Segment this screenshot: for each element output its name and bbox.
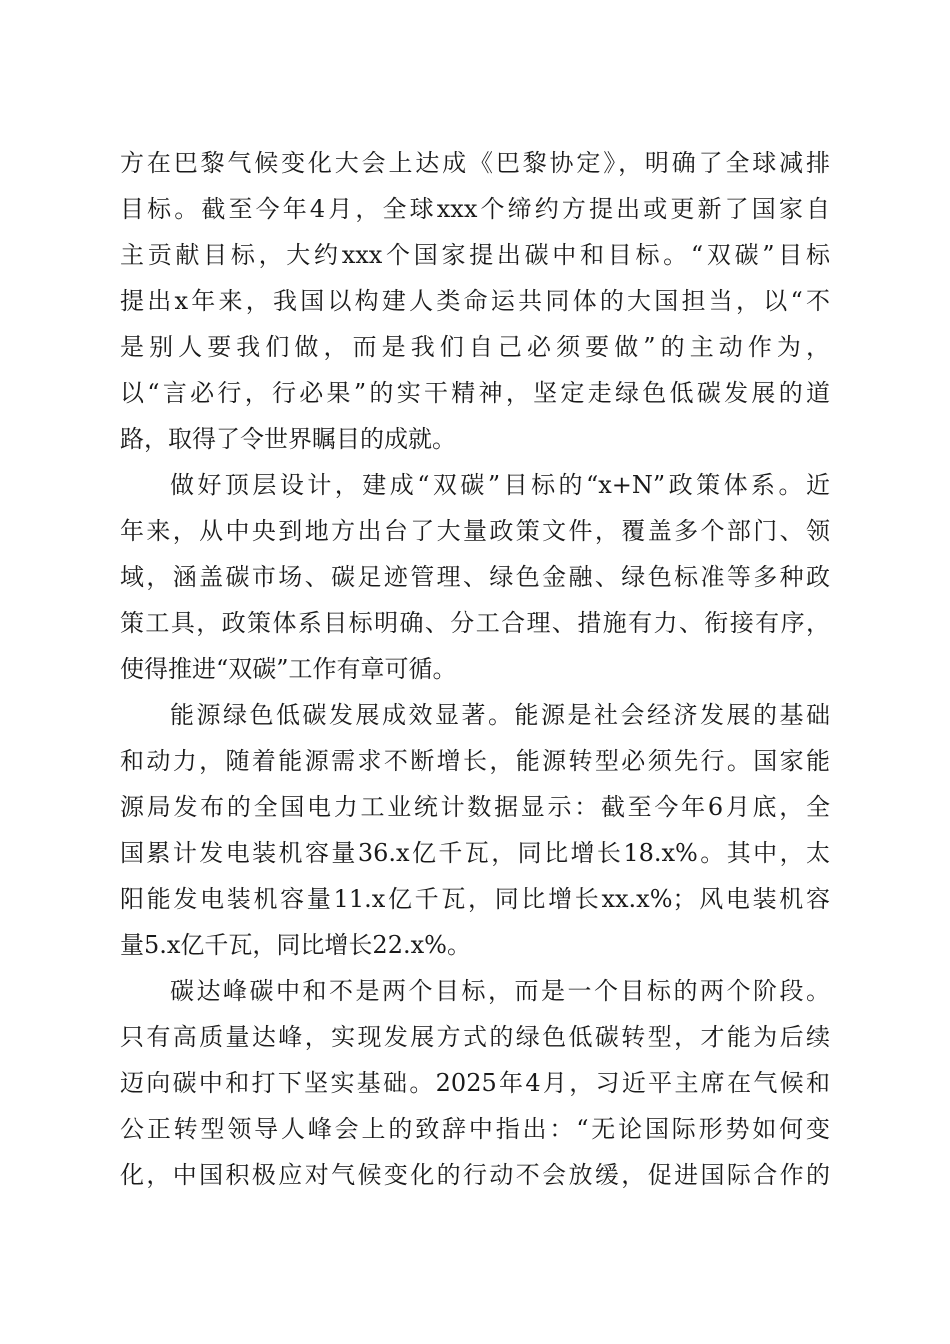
text-line: 以“言必行，行必果”的实干精神，坚定走绿色低碳发展的道	[120, 379, 830, 407]
text-line: 方在巴黎气候变化大会上达成《巴黎协定》，明确了全球减排	[120, 149, 830, 177]
text-line: 迈向碳中和打下坚实基础。2025年4月，习近平主席在气候和	[120, 1069, 830, 1097]
text-line: 提出x年来，我国以构建人类命运共同体的大国担当，以“不	[120, 287, 830, 315]
text-line: 只有高质量达峰，实现发展方式的绿色低碳转型，才能为后续	[120, 1023, 830, 1051]
text-line: 域，涵盖碳市场、碳足迹管理、绿色金融、绿色标准等多种政	[120, 563, 830, 591]
text-line: 是别人要我们做，而是我们自己必须要做”的主动作为，	[120, 333, 830, 361]
text-line: 国累计发电装机容量36.x亿千瓦，同比增长18.x%。其中，太	[120, 839, 830, 867]
paragraph-4	[120, 968, 830, 1198]
text-line: 公正转型领导人峰会上的致辞中指出：“无论国际形势如何变	[120, 1115, 830, 1143]
document-body	[120, 140, 830, 1198]
text-line: 和动力，随着能源需求不断增长，能源转型必须先行。国家能	[120, 747, 830, 775]
text-line: 目标。截至今年4月，全球xxx个缔约方提出或更新了国家自	[120, 195, 830, 223]
paragraph-2	[120, 462, 830, 692]
text-line: 策工具，政策体系目标明确、分工合理、措施有力、衔接有序，	[120, 609, 830, 637]
paragraph-1	[120, 140, 830, 462]
text-line: 做好顶层设计，建成“双碳”目标的“x+N”政策体系。近	[170, 471, 830, 499]
text-line: 能源绿色低碳发展成效显著。能源是社会经济发展的基础	[170, 701, 830, 729]
text-line: 主贡献目标，大约xxx个国家提出碳中和目标。“双碳”目标	[120, 241, 830, 269]
text-line: 阳能发电装机容量11.x亿千瓦，同比增长xx.x%；风电装机容	[120, 885, 830, 913]
text-line: 化，中国积极应对气候变化的行动不会放缓，促进国际合作的	[120, 1161, 830, 1189]
text-line: 年来，从中央到地方出台了大量政策文件，覆盖多个部门、领	[120, 517, 830, 545]
text-line: 使得推进“双碳”工作有章可循。	[120, 655, 457, 683]
text-line: 源局发布的全国电力工业统计数据显示：截至今年6月底，全	[120, 793, 830, 821]
text-line: 路，取得了令世界瞩目的成就。	[120, 425, 456, 453]
paragraph-3	[120, 692, 830, 968]
text-line: 量5.x亿千瓦，同比增长22.x%。	[120, 931, 471, 959]
text-line: 碳达峰碳中和不是两个目标，而是一个目标的两个阶段。	[170, 977, 830, 1005]
